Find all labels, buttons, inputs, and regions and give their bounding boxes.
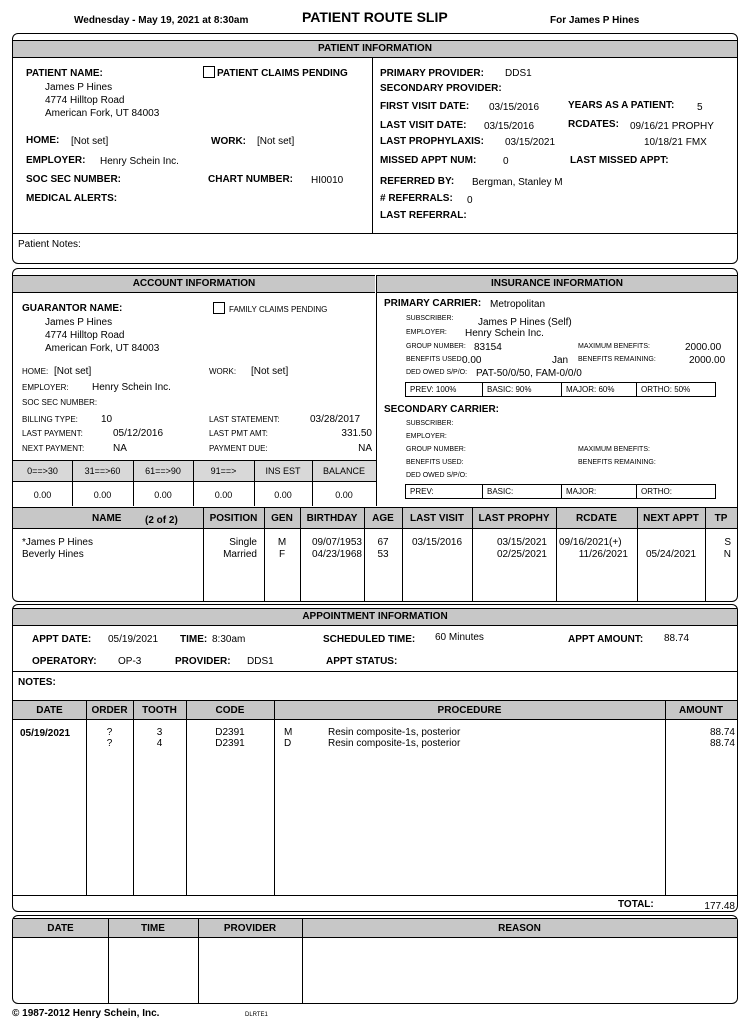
scheduled-time-label: SCHEDULED TIME: (323, 634, 416, 645)
primary-carrier-label: PRIMARY CARRIER: (384, 298, 482, 309)
proc-date: 05/19/2021 (20, 728, 71, 739)
last-visit-date: 03/15/2016 (484, 121, 535, 132)
family-col-position: POSITION (209, 513, 258, 524)
billing-type-label: BILLING TYPE: (22, 415, 78, 424)
scheduled-time: 60 Minutes (435, 632, 484, 643)
family-col-gen: GEN (271, 513, 293, 524)
last-pmt-amt: 331.50 (341, 428, 372, 439)
primary-carrier: Metropolitan (490, 299, 546, 310)
home-phone-label: HOME: (26, 135, 60, 146)
last-missed-appt-label: LAST MISSED APPT: (570, 155, 669, 166)
family-row-2-tp: N (723, 549, 731, 560)
aging-header-0-30: 0==>30 (27, 466, 58, 476)
proc-row-2-order: ? (106, 738, 113, 749)
family-row-1-age: 67 (377, 537, 389, 548)
proc-col-procedure: PROCEDURE (437, 705, 502, 716)
aging-header-balance: BALANCE (322, 466, 366, 476)
proc-col-code: CODE (215, 705, 245, 716)
coverage-ortho: ORTHO: 50% (641, 385, 691, 394)
ins-employer: Henry Schein Inc. (465, 328, 544, 339)
divider (13, 671, 737, 672)
insurance-info-header: INSURANCE INFORMATION (377, 275, 737, 293)
guarantor-address-1: 4774 Hilltop Road (45, 330, 125, 341)
appt-status-label: APPT STATUS: (326, 656, 398, 667)
page-title: PATIENT ROUTE SLIP (302, 9, 448, 25)
rcdate-1: 09/16/21 PROPHY (630, 121, 714, 132)
appt-notes-label: NOTES: (18, 677, 56, 688)
proc-col-amount: AMOUNT (679, 705, 723, 716)
provider-label: PROVIDER: (175, 656, 231, 667)
divider (13, 895, 737, 896)
divider (13, 481, 376, 482)
medical-alerts-label: MEDICAL ALERTS: (26, 193, 118, 204)
aging-header-31-60: 31==>60 (84, 466, 121, 476)
family-row-2-gen: F (278, 549, 286, 560)
aging-value-ins-est: 0.00 (274, 490, 292, 500)
rcdates-label: RCDATES: (568, 119, 619, 130)
patient-name: James P Hines (45, 82, 113, 93)
coverage-major: MAJOR: 60% (566, 385, 615, 394)
chart-number-label: CHART NUMBER: (208, 174, 293, 185)
sec-benefits-used-label: BENEFITS USED: (406, 459, 464, 466)
aging-header-91-plus: 91==> (210, 466, 237, 476)
patient-address-1: 4774 Hilltop Road (45, 95, 125, 106)
next-payment: NA (113, 443, 127, 454)
work-phone-label: WORK: (211, 136, 246, 147)
patient-claims-pending-label: PATIENT CLAIMS PENDING (217, 68, 348, 79)
proc-row-2-amount: 88.74 (709, 738, 735, 749)
proc-row-1-tooth: 3 (156, 727, 163, 738)
guarantor-work: [Not set] (251, 366, 289, 377)
first-visit-date: 03/15/2016 (489, 102, 540, 113)
years-as-patient: 5 (697, 102, 703, 113)
guarantor-name: James P Hines (45, 317, 113, 328)
benefits-remaining-label: BENEFITS REMAINING: (578, 356, 656, 363)
family-row-2-birthday: 04/23/1968 (311, 549, 362, 560)
family-row-2-next-appt: 05/24/2021 (645, 549, 697, 560)
employer-label: EMPLOYER: (26, 155, 86, 166)
aging-value-61-90: 0.00 (154, 490, 172, 500)
guarantor-employer-label: EMPLOYER: (22, 383, 69, 392)
rcdate-2: 10/18/21 FMX (644, 137, 707, 148)
payment-due-label: PAYMENT DUE: (209, 444, 268, 453)
guarantor-home-label: HOME: (22, 367, 49, 376)
payment-due: NA (358, 443, 372, 454)
total-label: TOTAL: (618, 899, 654, 910)
primary-provider-label: PRIMARY PROVIDER: (380, 68, 484, 79)
appt-date: 05/19/2021 (108, 634, 159, 645)
last-prophy-date: 03/15/2021 (505, 137, 556, 148)
guarantor-ssn-label: SOC SEC NUMBER: (22, 398, 98, 407)
max-benefits: 2000.00 (685, 342, 722, 353)
aging-value-31-60: 0.00 (93, 490, 112, 500)
appointment-section (12, 604, 738, 912)
divider (376, 275, 377, 506)
proc-row-2-code: D2391 (215, 738, 245, 749)
divider (13, 233, 737, 234)
provider: DDS1 (247, 656, 274, 667)
referrals-label: # REFERRALS: (380, 193, 453, 204)
secondary-carrier-label: SECONDARY CARRIER: (384, 404, 500, 415)
proc-row-2-tooth: 4 (156, 738, 163, 749)
patient-claims-pending-checkbox[interactable] (203, 66, 215, 78)
divider (274, 700, 275, 896)
divider (636, 382, 637, 397)
appt-time: 8:30am (212, 634, 246, 645)
max-benefits-label: MAXIMUM BENEFITS: (578, 343, 650, 350)
sec-group-label: GROUP NUMBER: (406, 446, 466, 453)
next-visit-col-time: TIME (141, 923, 165, 934)
ssn-label: SOC SEC NUMBER: (26, 174, 122, 185)
sec-max-benefits-label: MAXIMUM BENEFITS: (578, 446, 650, 453)
divider (561, 484, 562, 499)
appt-date-label: APPT DATE: (32, 634, 92, 645)
family-col-tp: TP (714, 513, 728, 524)
account-info-header: ACCOUNT INFORMATION (13, 275, 375, 293)
referrals-count: 0 (467, 195, 473, 206)
years-as-patient-label: YEARS AS A PATIENT: (568, 100, 675, 111)
family-row-2-name: Beverly Hines (22, 549, 84, 560)
appt-time-label: TIME: (180, 634, 208, 645)
form-code: DLRTE1 (245, 1012, 268, 1018)
last-prophy-label: LAST PROPHYLAXIS: (380, 136, 484, 147)
appointment-info-header: APPOINTMENT INFORMATION (13, 608, 737, 626)
last-visit-label: LAST VISIT DATE: (380, 120, 467, 131)
missed-appt-num: 0 (503, 156, 509, 167)
proc-col-order: ORDER (91, 705, 128, 716)
primary-provider: DDS1 (505, 68, 532, 79)
last-statement-label: LAST STATEMENT: (209, 415, 280, 424)
ded-owed: PAT-50/0/50, FAM-0/0/0 (476, 368, 582, 379)
family-row-1-birthday: 09/07/1953 (311, 537, 362, 548)
aging-value-balance: 0.00 (335, 490, 353, 500)
next-visit-col-provider: PROVIDER (223, 923, 277, 934)
family-col-rcdate: RCDATE (576, 513, 617, 524)
family-row-2-rcdate: 11/26/2021 (578, 549, 628, 560)
family-row-2-last-prophy: 02/25/2021 (496, 549, 547, 560)
family-col-age: AGE (372, 513, 394, 524)
family-col-last-visit: LAST VISIT (410, 513, 464, 524)
operatory: OP-3 (118, 656, 142, 667)
sec-coverage-major: MAJOR: (566, 487, 597, 496)
proc-col-tooth: TOOTH (142, 705, 177, 716)
coverage-basic: BASIC: 90% (487, 385, 532, 394)
sec-coverage-prev: PREV: (410, 487, 434, 496)
patient-for-label: For James P Hines (550, 15, 640, 26)
guarantor-address-2: American Fork, UT 84003 (45, 343, 160, 354)
patient-address-2: American Fork, UT 84003 (45, 108, 160, 119)
sec-coverage-ortho: ORTHO: (641, 487, 672, 496)
referred-by: Bergman, Stanley M (472, 177, 563, 188)
proc-row-2-procedure: Resin composite-1s, posterior (328, 738, 461, 749)
benefits-used-label: BENEFITS USED: (406, 356, 464, 363)
missed-appt-label: MISSED APPT NUM: (380, 155, 477, 166)
family-col-name: NAME (92, 513, 122, 524)
aging-header-ins-est: INS EST (265, 466, 301, 476)
family-row-1-name: *James P Hines (22, 537, 93, 548)
family-col-birthday: BIRTHDAY (306, 513, 358, 524)
subscriber: James P Hines (Self) (478, 317, 572, 328)
first-visit-label: FIRST VISIT DATE: (380, 101, 470, 112)
last-pmt-amt-label: LAST PMT AMT: (209, 429, 268, 438)
proc-row-1-amount: 88.74 (709, 727, 735, 738)
family-row-1-tp: S (724, 537, 731, 548)
next-payment-label: NEXT PAYMENT: (22, 444, 85, 453)
chart-number: HI0010 (311, 175, 344, 186)
print-date: Wednesday - May 19, 2021 at 8:30am (74, 15, 249, 26)
group-number: 83154 (474, 342, 502, 353)
last-payment-label: LAST PAYMENT: (22, 429, 83, 438)
patient-info-header: PATIENT INFORMATION (13, 40, 737, 58)
sec-subscriber-label: SUBSCRIBER: (406, 420, 454, 427)
sec-employer-label: EMPLOYER: (406, 433, 447, 440)
family-row-1-last-prophy: 03/15/2021 (496, 537, 547, 548)
ins-employer-label: EMPLOYER: (406, 329, 447, 336)
billing-type: 10 (101, 414, 113, 425)
last-referral-label: LAST REFERRAL: (380, 210, 467, 221)
family-row-1-position: Single (229, 537, 257, 548)
proc-row-1-surface: M (284, 727, 293, 738)
family-row-2-age: 53 (377, 549, 389, 560)
proc-row-1-order: ? (106, 727, 113, 738)
group-number-label: GROUP NUMBER: (406, 343, 466, 350)
proc-col-date: DATE (36, 705, 63, 716)
benefits-used: 0.00 (462, 355, 482, 366)
family-claims-pending-label: FAMILY CLAIMS PENDING (229, 305, 328, 314)
proc-row-1-code: D2391 (215, 727, 245, 738)
sec-coverage-basic: BASIC: (487, 487, 514, 496)
operatory-label: OPERATORY: (32, 656, 97, 667)
proc-row-1-procedure: Resin composite-1s, posterior (328, 727, 461, 738)
guarantor-name-label: GUARANTOR NAME: (22, 303, 123, 314)
next-visit-col-reason: REASON (498, 923, 541, 934)
home-phone: [Not set] (71, 136, 109, 147)
referred-by-label: REFERRED BY: (380, 176, 455, 187)
family-row-1-last-visit: 03/15/2016 (411, 537, 463, 548)
divider (482, 484, 483, 499)
aging-value-91-plus: 0.00 (214, 490, 233, 500)
family-row-1-gen: M (277, 537, 287, 548)
patient-notes-label: Patient Notes: (18, 239, 81, 250)
divider (482, 382, 483, 397)
total-amount: 177.48 (704, 901, 735, 912)
sec-benefits-remaining-label: BENEFITS REMAINING: (578, 459, 656, 466)
sec-ded-owed-label: DED OWED S/P/O: (406, 472, 468, 479)
appt-amount: 88.74 (664, 633, 690, 644)
divider (636, 484, 637, 499)
last-statement: 03/28/2017 (310, 414, 361, 425)
family-row-1-rcdate: 09/16/2021(+) (559, 537, 622, 548)
family-row-2-position: Married (223, 549, 257, 560)
ded-owed-label: DED OWED S/P/O: (406, 369, 468, 376)
last-payment: 05/12/2016 (113, 428, 164, 439)
secondary-provider-label: SECONDARY PROVIDER: (380, 83, 502, 94)
family-claims-pending-checkbox[interactable] (213, 302, 225, 314)
benefits-remaining: 2000.00 (689, 355, 726, 366)
family-col-next-appt: NEXT APPT (643, 513, 699, 524)
work-phone: [Not set] (257, 136, 295, 147)
patient-name-label: PATIENT NAME: (26, 68, 103, 79)
aging-header-61-90: 61==>90 (145, 466, 181, 476)
copyright: © 1987-2012 Henry Schein, Inc. (12, 1008, 160, 1019)
guarantor-home: [Not set] (54, 366, 92, 377)
coverage-prev: PREV: 100% (410, 385, 457, 394)
employer: Henry Schein Inc. (100, 156, 179, 167)
subscriber-label: SUBSCRIBER: (406, 315, 454, 322)
guarantor-employer: Henry Schein Inc. (92, 382, 171, 393)
guarantor-work-label: WORK: (209, 367, 237, 376)
next-visit-col-date: DATE (47, 923, 74, 934)
appt-amount-label: APPT AMOUNT: (568, 634, 644, 645)
divider (372, 58, 373, 233)
patient-info-section (12, 33, 738, 264)
proc-row-2-surface: D (284, 738, 292, 749)
aging-value-0-30: 0.00 (33, 490, 52, 500)
family-col-count: (2 of 2) (145, 515, 178, 526)
divider (561, 382, 562, 397)
family-col-last-prophy: LAST PROPHY (478, 513, 550, 524)
benefit-month: Jan (552, 355, 569, 366)
